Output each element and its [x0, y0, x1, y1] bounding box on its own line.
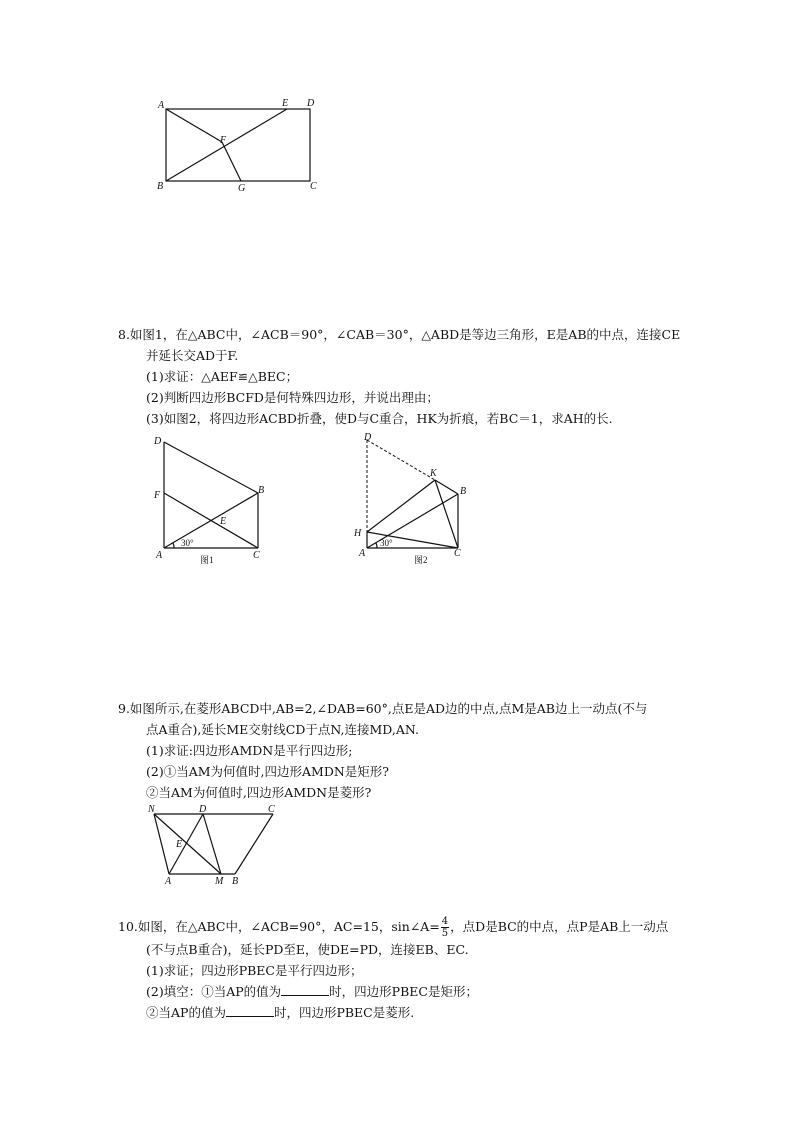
angle-arc: [376, 543, 377, 548]
label-d: D: [307, 98, 315, 109]
fraction-sin-a: [441, 916, 449, 939]
q10-part-2-end: 时，四边形PBEC是矩形；: [329, 984, 478, 999]
figure-rectangle-abcd: [150, 92, 340, 202]
label-e: E: [220, 516, 227, 527]
q9-line-1: 9.如图所示,在菱形ABCD中,AB=2,∠DAB=60°,点E是AD边的中点,点M是AB边上一动点(不与: [118, 701, 648, 716]
q10-part-3-start: ②当AP的值为: [146, 1005, 226, 1020]
fraction-denominator: 5: [441, 928, 449, 939]
q10-line-1-start: 10.如图，在△ABC中，∠ACB=90°，AC=15，sin∠A=: [118, 919, 440, 934]
label-d: D: [364, 432, 372, 443]
side-ad: [169, 814, 203, 874]
label-c: C: [268, 804, 275, 815]
figure-caption: 图1: [200, 555, 214, 565]
side-db: [164, 442, 258, 493]
label-h: H: [354, 528, 362, 539]
question-10: [118, 916, 708, 1023]
label-d: D: [154, 436, 162, 447]
side-cb: [235, 814, 273, 874]
question-9: [118, 698, 708, 803]
angle-label: 30°: [181, 538, 194, 548]
dashed-dk: [367, 440, 435, 480]
answer-blank-1[interactable]: [281, 983, 329, 996]
q10-part-1: (1)求证；四边形PBEC是平行四边形；: [146, 963, 363, 978]
q10-part-2: [118, 981, 708, 1002]
label-n: N: [148, 804, 155, 815]
figure-1: [150, 432, 280, 572]
label-c: C: [310, 181, 317, 192]
segment-af: [166, 109, 222, 142]
label-a: A: [359, 548, 366, 559]
figure-2: [350, 432, 480, 572]
q8-part-1: (1)求证：△AEF≌△BEC；: [146, 369, 299, 384]
label-b: B: [258, 485, 265, 496]
label-e: E: [282, 98, 289, 109]
figure-rhombus: [140, 802, 290, 892]
q9-part-3: ②当AM为何值时,四边形AMDN是菱形?: [146, 785, 372, 800]
label-c: C: [253, 550, 260, 561]
question-8: [118, 324, 708, 429]
label-e: E: [176, 839, 183, 850]
label-m: M: [215, 876, 224, 887]
q10-part-3-end: 时，四边形PBEC是菱形.: [273, 1005, 415, 1020]
q9-part-2: (2)①当AM为何值时,四边形AMDN是矩形?: [146, 764, 389, 779]
label-b: B: [157, 181, 164, 192]
q10-part-3: [118, 1002, 708, 1023]
q10-part-2-start: (2)填空：①当AP的值为: [146, 984, 282, 999]
label-c: C: [454, 548, 461, 559]
q9-line-2: 点A重合),延长ME交射线CD于点N,连接MD,AN.: [146, 722, 419, 737]
label-f: F: [220, 135, 227, 146]
segment-kc: [435, 480, 458, 548]
label-f: F: [154, 490, 161, 501]
label-a: A: [158, 100, 165, 111]
segment-nm: [154, 814, 221, 874]
answer-blank-2[interactable]: [226, 1004, 274, 1017]
fraction-numerator: 4: [441, 916, 449, 927]
q8-line-2: 并延长交AD于F.: [146, 348, 239, 363]
label-b: B: [232, 876, 239, 887]
label-b: B: [460, 486, 467, 497]
rectangle-outline: [166, 109, 310, 181]
q10-line-2: (不与点B重合)，延长PD至E，使DE=PD，连接EB、EC.: [146, 942, 469, 957]
angle-arc: [173, 543, 174, 548]
label-a: A: [165, 876, 172, 887]
q10-line-1-end: ，点D是BC的中点，点P是AB上一动点: [450, 919, 669, 934]
label-a: A: [156, 550, 163, 561]
segment-dm: [203, 814, 221, 874]
q8-line-1: 8.如图1，在△ABC中，∠ACB＝90°，∠CAB＝30°，△ABD是等边三角形，E是AB的中点，连接CE: [118, 327, 681, 342]
segment-an: [154, 814, 169, 874]
label-g: G: [238, 183, 246, 194]
fold-line-hk: [367, 480, 435, 532]
q8-part-2: (2)判断四边形BCFD是何特殊四边形，并说出理由；: [146, 390, 439, 405]
angle-label: 30°: [380, 538, 393, 548]
segment-fg: [222, 142, 241, 181]
figure-caption: 图2: [414, 555, 428, 565]
q9-part-1: (1)求证:四边形AMDN是平行四边形;: [146, 743, 353, 758]
label-k: K: [430, 468, 437, 479]
label-d: D: [199, 804, 207, 815]
q8-part-3: (3)如图2，将四边形ACBD折叠，使D与C重合，HK为折痕，若BC＝1，求AH的长.: [146, 411, 613, 426]
q10-line-1: [118, 916, 708, 939]
